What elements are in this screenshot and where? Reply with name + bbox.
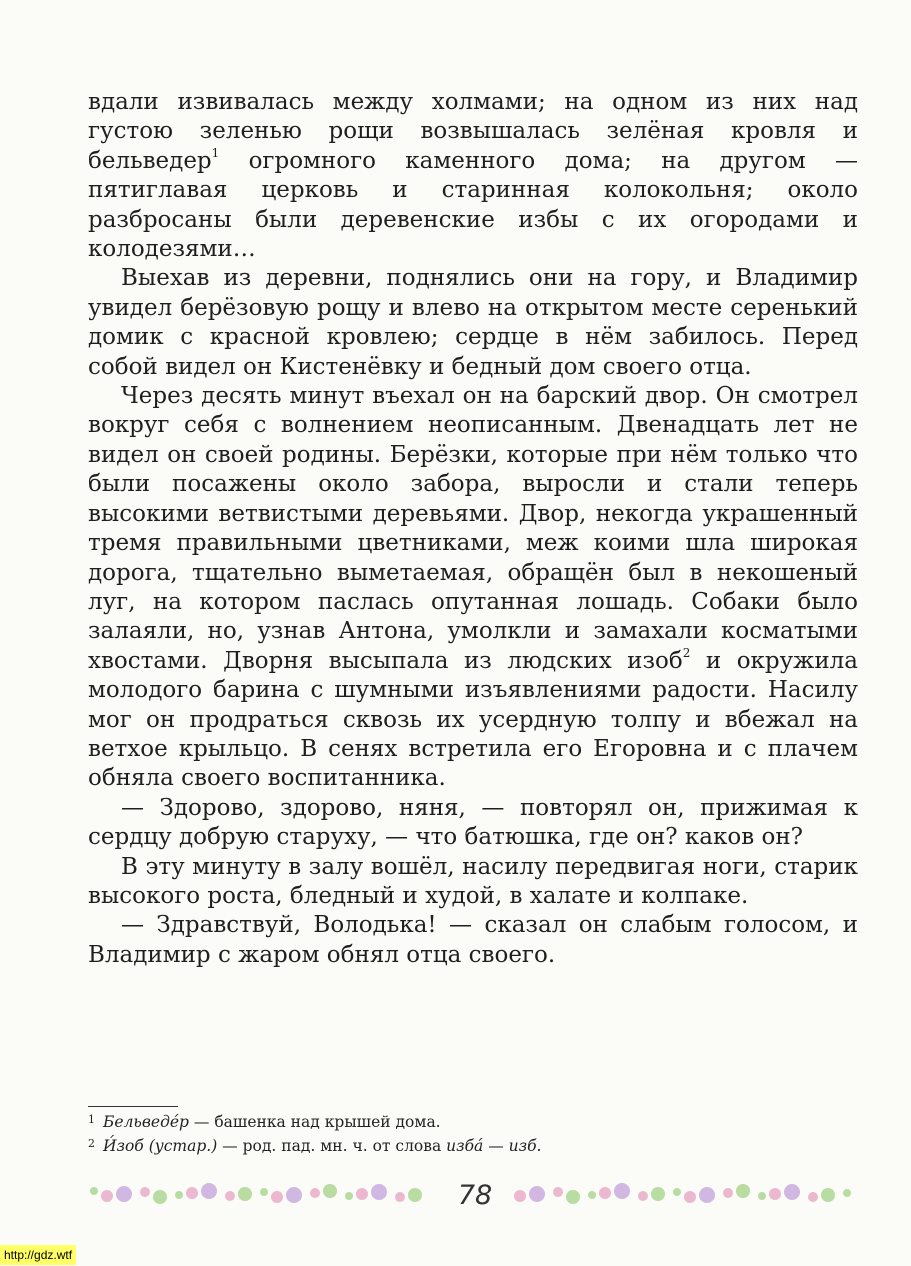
page-number: 78 bbox=[457, 1180, 493, 1211]
footnotes bbox=[88, 1111, 858, 1159]
decor-dot bbox=[651, 1187, 665, 1201]
decor-dot bbox=[769, 1188, 781, 1200]
decor-dot bbox=[323, 1184, 337, 1198]
decor-dot bbox=[356, 1188, 368, 1200]
decor-dot bbox=[784, 1184, 800, 1200]
decor-dot bbox=[614, 1183, 630, 1199]
footnote-mark-1[interactable]: 1 bbox=[211, 146, 220, 161]
paragraph-6: — Здравствуй, Володька! — сказал он слабым голосом, и Владимир с жаром обнял отца своего. bbox=[88, 912, 858, 968]
decor-dot bbox=[286, 1187, 302, 1203]
decor-dot bbox=[514, 1190, 526, 1202]
decor-dot bbox=[140, 1187, 150, 1197]
decor-dot bbox=[260, 1188, 268, 1196]
paragraph-5: В эту минуту в залу вошёл, насилу передвигая ноги, старик высокого роста, бледный и худой, в халате и колпаке. bbox=[88, 853, 858, 909]
decor-dot bbox=[201, 1183, 217, 1199]
decor-dot bbox=[588, 1191, 596, 1199]
decor-dot bbox=[758, 1192, 766, 1200]
decor-dot bbox=[599, 1187, 611, 1199]
decor-dot bbox=[529, 1186, 545, 1202]
footnote-mark-2[interactable]: 2 bbox=[682, 646, 691, 661]
decor-dot bbox=[684, 1191, 696, 1203]
decorative-dots-left bbox=[86, 1176, 436, 1216]
decor-dot bbox=[736, 1184, 750, 1198]
decor-dot bbox=[821, 1188, 835, 1202]
footnote-2: $^2$ И́зоб (устар.) — род. пад. мн. ч. от слова изба́ — изб. bbox=[88, 1137, 542, 1155]
footnote-divider bbox=[88, 1106, 178, 1107]
paragraph-4: — Здорово, здорово, няня, — повторял он, прижимая к сердцу добрую старуху, — что батюшка, где он? каков он? bbox=[88, 794, 858, 851]
paragraph-1: вдали извивалась между холмами; на одном из них над густою зеленью рощи возвышалась зелёная кровля и бельведер$^1$ огромного каменного дома; на другом — пятиглавая церковь и старинная колокольня; около разбросаны были деревенские избы с их огородами и колодезями… bbox=[88, 89, 858, 263]
decor-dot bbox=[408, 1188, 422, 1202]
paragraph-2: Выехав из деревни, поднялись они на гору, и Владимир увидел берёзовую рощу и влево на открытом месте серенький домик с красной кровлею; сердце в нём забилось. Перед собой видел он Кистенёвку и бедный дом своего отца. bbox=[88, 265, 858, 380]
main-text bbox=[88, 88, 858, 970]
decor-dot bbox=[310, 1188, 320, 1198]
decorative-dots-right bbox=[512, 1176, 862, 1216]
decor-dot bbox=[699, 1187, 715, 1203]
decor-dot bbox=[101, 1190, 113, 1202]
decor-dot bbox=[186, 1187, 198, 1199]
decor-dot bbox=[345, 1192, 353, 1200]
decor-dot bbox=[371, 1184, 387, 1200]
decor-dot bbox=[843, 1189, 851, 1197]
paragraph-3: Через десять минут въехал он на барский двор. Он смотрел вокруг себя с волнением неописанным. Двенадцать лет не видел он своей родины. Берёзки, которые при нём только что были посажены около забора, выросли и стали теперь высокими ветвистыми деревьями. Двор, некогда украшенный тремя правильными цветниками, меж коими шла широкая дорога, тщательно выметаемая, обращён был в некошеный луг, на котором паслась опутанная лошадь. Собаки было залаяли, но, узнав Антона, умолкли и замахали косматыми хвостами. Дворня высыпала из людских изоб$^2$ и окружила молодого барина с шумными изъявлениями радости. Насилу мог он продраться сквозь их усердную толпу и вбежал на ветхое крыльцо. В сенях встретила его Егоровна и с плачем обняла своего воспитанника. bbox=[88, 383, 858, 792]
decor-dot bbox=[673, 1188, 681, 1196]
decor-dot bbox=[90, 1187, 98, 1195]
decor-dot bbox=[808, 1192, 818, 1202]
decor-dot bbox=[566, 1190, 580, 1204]
decor-dot bbox=[395, 1192, 405, 1202]
decor-dot bbox=[225, 1191, 235, 1201]
decor-dot bbox=[553, 1187, 563, 1197]
decor-dot bbox=[723, 1188, 733, 1198]
decor-dot bbox=[116, 1186, 132, 1202]
decor-dot bbox=[153, 1190, 167, 1204]
decor-dot bbox=[638, 1191, 648, 1201]
decor-dot bbox=[175, 1191, 183, 1199]
decor-dot bbox=[238, 1187, 252, 1201]
decor-dot bbox=[271, 1191, 283, 1203]
source-watermark: http://gdz.wtf bbox=[0, 1245, 76, 1265]
footnote-1: $^1$ Бельведе́р — башенка над крышей дома. bbox=[88, 1113, 441, 1131]
